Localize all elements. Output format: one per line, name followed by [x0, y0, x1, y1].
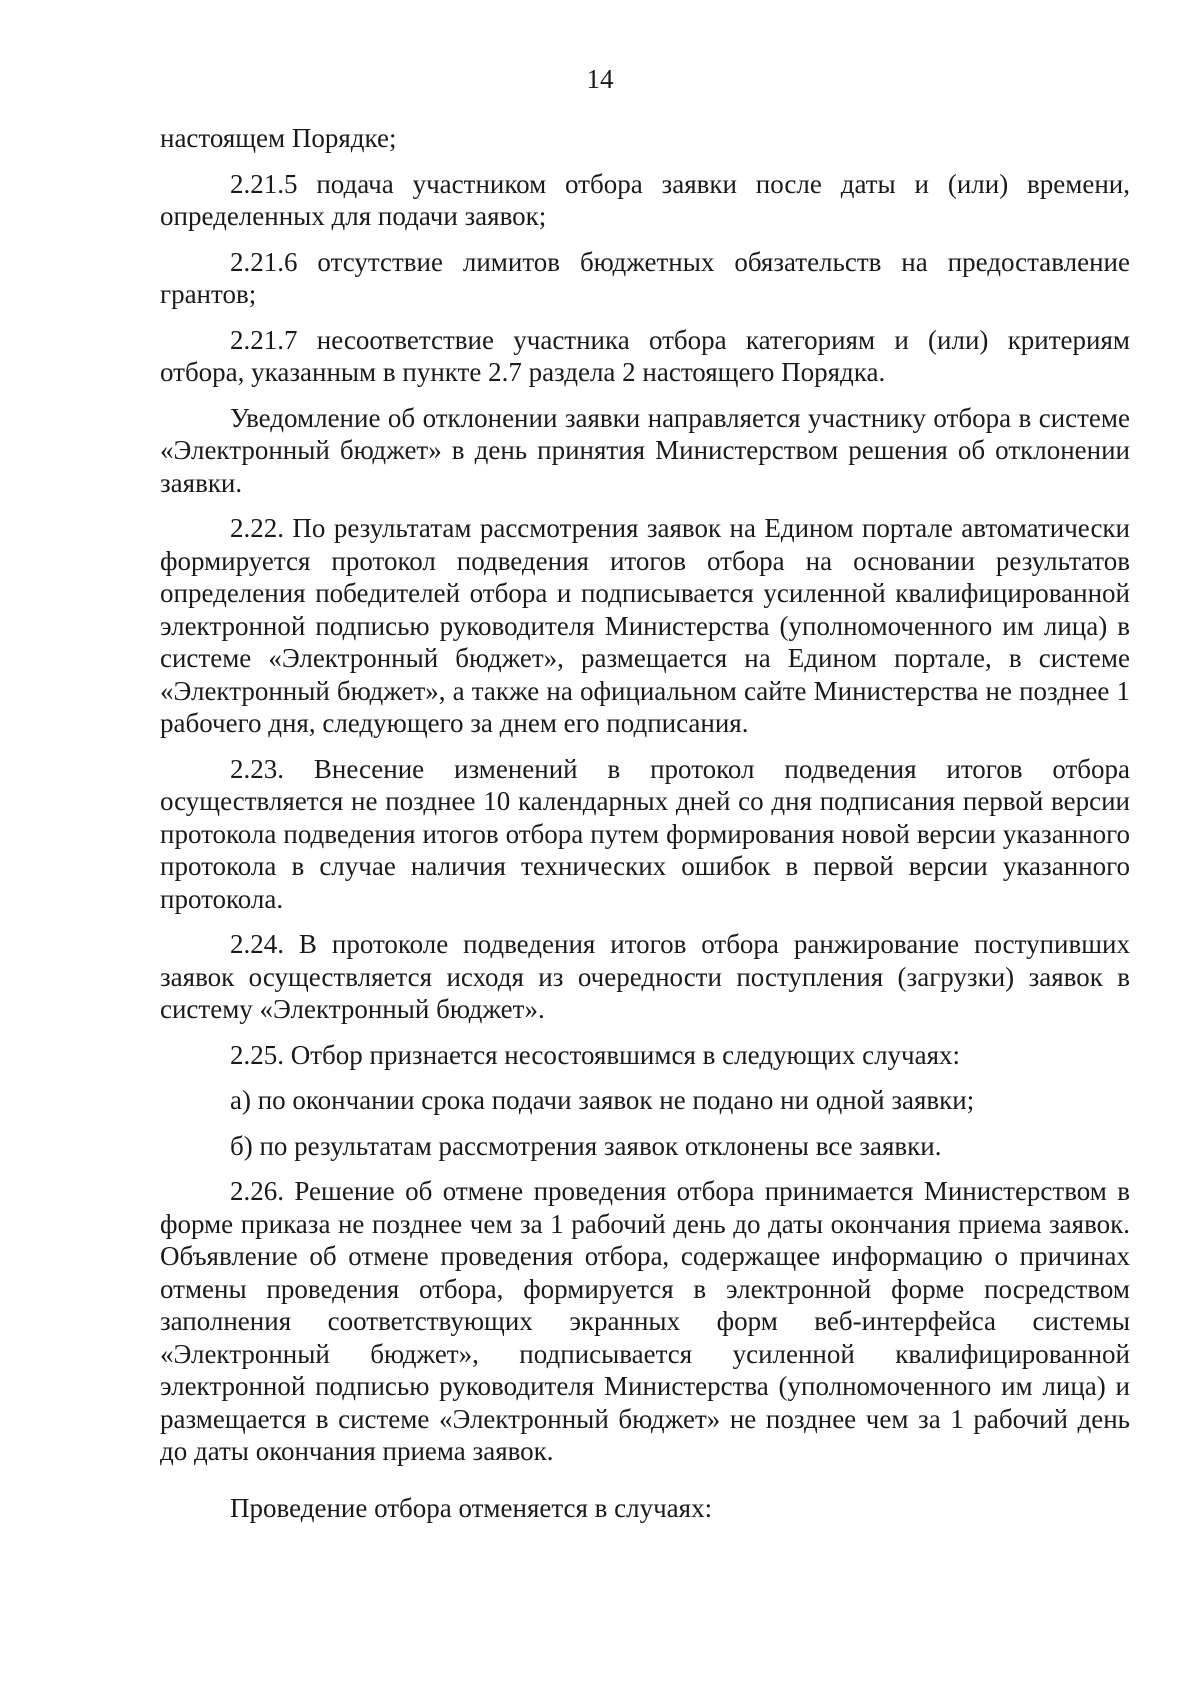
list-item-b: б) по результатам рассмотрения заявок отклонены все заявки.	[230, 1130, 942, 1161]
paragraph-2-25: 2.25. Отбор признается несостоявшимся в следующих случаях:	[230, 1039, 961, 1070]
paragraph-continuation: настоящем Порядке;	[160, 123, 397, 153]
paragraph-2-24: 2.24. В протоколе подведения итогов отбора ранжирование поступивших заявок осуществляется исходя из очередности поступления (загрузки) заявок в систему «Электронный бюджет».	[160, 929, 1130, 1024]
paragraph-2-21-6: 2.21.6 отсутствие лимитов бюджетных обязательств на предоставление грантов;	[160, 246, 1130, 309]
paragraph-2-23: 2.23. Внесение изменений в протокол подведения итогов отбора осуществляется не позднее 10 календарных дней со дня подписания первой версии протокола подведения итогов отбора путем формирования новой версии указанного протокола в случае наличия технических ошибок в первой версии указанного протокола.	[160, 753, 1130, 914]
paragraph-cancellation-cases: Проведение отбора отменяется в случаях:	[230, 1492, 713, 1523]
list-item-a: а) по окончании срока подачи заявок не подано ни одной заявки;	[230, 1085, 975, 1115]
paragraph-rejection-notice: Уведомление об отклонении заявки направляется участнику отбора в системе «Электронный бюджет» в день принятия Министерством решения об отклонении заявки.	[160, 402, 1130, 498]
page-number: 14	[586, 64, 614, 94]
paragraph-2-22: 2.22. По результатам рассмотрения заявок на Едином портале автоматически формируется протокол подведения итогов отбора на основании результатов определения победителей отбора и подписывается усиленной квалифицированной электронной подписью руководителя Министерства (уполномоченного им лица) в системе «Электронный бюджет», размещается на Едином портале, в системе «Электронный бюджет», а также на официальном сайте Министерства не позднее 1 рабочего дня, следующего за днем его подписания.	[160, 513, 1130, 738]
paragraph-2-26: 2.26. Решение об отмене проведения отбора принимается Министерством в форме приказа не позднее чем за 1 рабочий день до даты окончания приема заявок. Объявление об отмене проведения отбора, содержащее информацию о причинах отмены проведения отбора, формируется в электронной форме посредством заполнения соответствующих экранных форм веб-интерфейса системы «Электронный бюджет», подписывается усиленной квалифицированной электронной подписью руководителя Министерства (уполномоченного им лица) и размещается в системе «Электронный бюджет» не позднее чем за 1 рабочий день до даты окончания приема заявок.	[160, 1176, 1130, 1466]
document-body	[160, 122, 1130, 1537]
paragraph-2-21-7: 2.21.7 несоответствие участника отбора категориям и (или) критериям отбора, указанным в пункте 2.7 раздела 2 настоящего Порядка.	[160, 324, 1130, 387]
paragraph-2-21-5: 2.21.5 подача участником отбора заявки после даты и (или) времени, определенных для подачи заявок;	[160, 168, 1130, 231]
